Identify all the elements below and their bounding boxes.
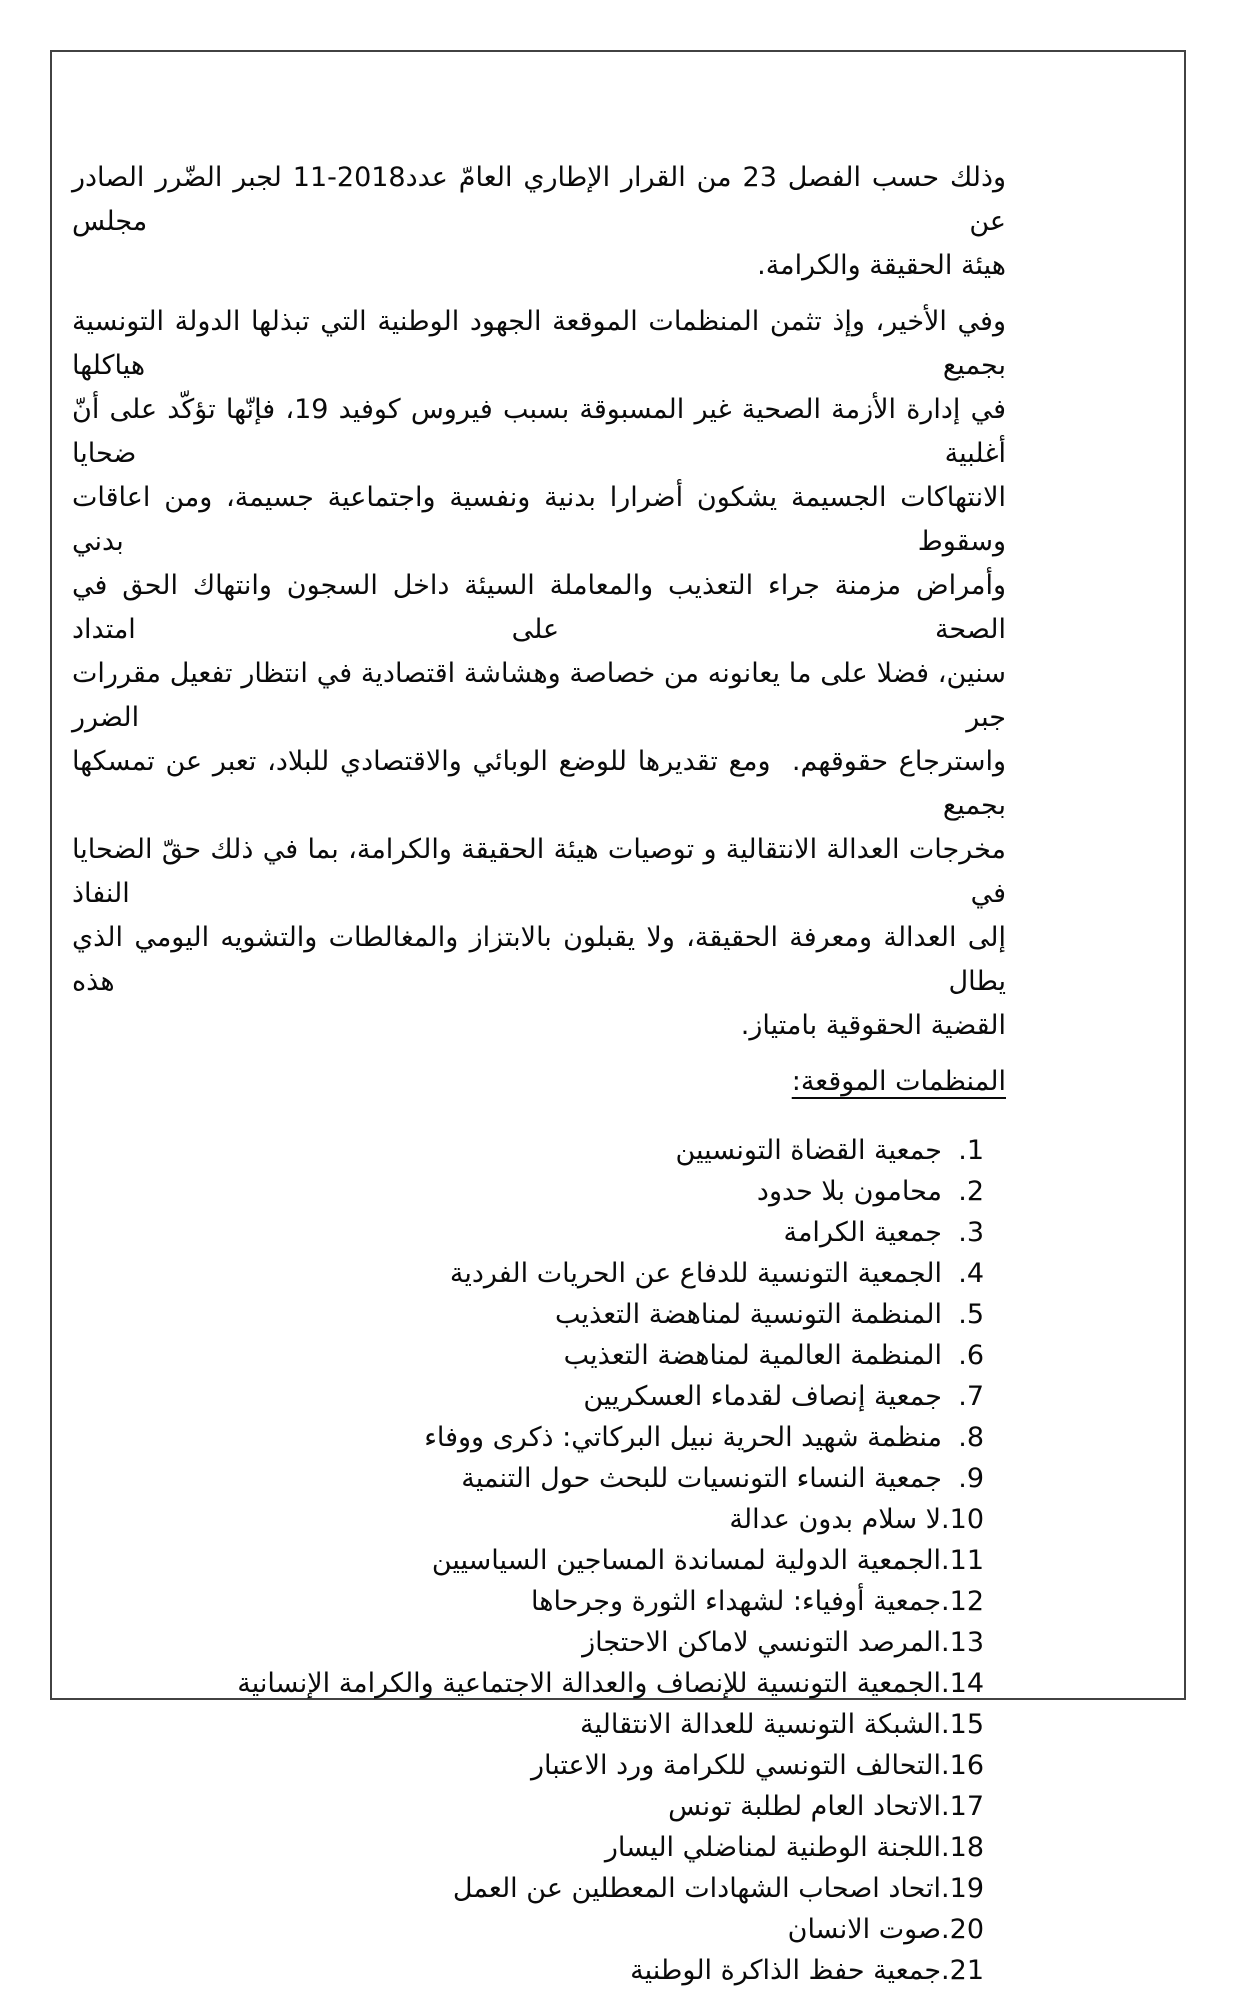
document-content: [72, 156, 1006, 1991]
list-item-number: 18.: [941, 1832, 984, 1863]
list-item: [72, 1540, 984, 1581]
organization-name: المرصد التونسي لاماكن الاحتجاز: [582, 1627, 942, 1658]
organization-name: الاتحاد العام لطلبة تونس: [668, 1791, 942, 1822]
paragraph-line: وذلك حسب الفصل 23 من القرار الإطاري العامّ عدد2018-11 لجبر الضّرر الصادر عن مجلس: [72, 162, 1007, 237]
list-item: [72, 1335, 984, 1376]
organization-name: جمعية حفظ الذاكرة الوطنية: [630, 1955, 942, 1986]
list-item: [72, 1704, 984, 1745]
organization-name: جمعية إنصاف لقدماء العسكريين: [583, 1381, 942, 1412]
list-item-number: 15.: [941, 1709, 984, 1740]
list-item-number: 7.: [958, 1381, 984, 1412]
list-item: [72, 1499, 984, 1540]
list-item-number: 19.: [941, 1873, 984, 1904]
list-item-number: 3.: [958, 1217, 984, 1248]
organization-name: جمعية أوفياء: لشهداء الثورة وجرحاها: [531, 1586, 942, 1617]
paragraph-line: القضية الحقوقية بامتياز.: [740, 1010, 1006, 1041]
paragraph-line: إلى العدالة ومعرفة الحقيقة، ولا يقبلون بالابتزاز والمغالطات والتشويه اليومي الذي يطال هذه: [72, 922, 1006, 997]
paragraph-line: في إدارة الأزمة الصحية غير المسبوقة بسبب فيروس كوفيد 19، فإنّها تؤكّد على أنّ أغلبية ضحايا: [72, 394, 1006, 469]
list-item: [72, 1827, 984, 1868]
list-item-number: 11.: [941, 1545, 984, 1576]
paragraph-line: سنين، فضلا على ما يعانونه من خصاصة وهشاشة اقتصادية في انتظار تفعيل مقررات جبر الضرر: [72, 658, 1006, 733]
list-item: [72, 1376, 984, 1417]
list-item: [72, 1745, 984, 1786]
paragraph-line: هيئة الحقيقة والكرامة.: [757, 250, 1006, 281]
paragraph-decree-reference: [72, 156, 1006, 288]
list-item: [72, 1950, 984, 1991]
organization-name: جمعية النساء التونسيات للبحث حول التنمية: [461, 1463, 942, 1494]
list-item: [72, 1294, 984, 1335]
document-page-border: [50, 50, 1186, 1986]
paragraph-line: مخرجات العدالة الانتقالية و توصيات هيئة الحقيقة والكرامة، بما في ذلك حقّ الضحايا في النفاذ: [72, 834, 1006, 909]
list-item-number: 16.: [941, 1750, 984, 1781]
list-item: [72, 1171, 984, 1212]
list-item-number: 1.: [958, 1135, 984, 1166]
organization-name: لا سلام بدون عدالة: [729, 1504, 942, 1535]
list-item: [72, 1663, 984, 1704]
signatory-organizations-heading: المنظمات الموقعة:: [791, 1066, 1006, 1097]
signatory-organizations-list: [72, 1130, 984, 1991]
list-item-number: 21.: [941, 1955, 984, 1986]
list-item-number: 14.: [941, 1668, 984, 1699]
list-item-number: 4.: [958, 1258, 984, 1289]
list-item-number: 5.: [958, 1299, 984, 1330]
list-item: [72, 1868, 984, 1909]
organization-name: محامون بلا حدود: [756, 1176, 942, 1207]
list-item: [72, 1253, 984, 1294]
organization-name: اتحاد اصحاب الشهادات المعطلين عن العمل: [452, 1873, 942, 1904]
organization-name: المنظمة التونسية لمناهضة التعذيب: [555, 1299, 942, 1330]
list-item: [72, 1622, 984, 1663]
organization-name: جمعية القضاة التونسيين: [675, 1135, 942, 1166]
organization-name: الجمعية التونسية للإنصاف والعدالة الاجتماعية والكرامة الإنسانية: [237, 1668, 942, 1699]
organization-name: صوت الانسان: [787, 1914, 942, 1945]
list-item: [72, 1130, 984, 1171]
paragraph-line: الانتهاكات الجسيمة يشكون أضرارا بدنية ونفسية واجتماعية جسيمة، ومن اعاقات وسقوط بدني: [72, 482, 1006, 557]
paragraph-closing-statement: [72, 300, 1006, 1048]
list-item-number: 12.: [941, 1586, 984, 1617]
paragraph-line: وأمراض مزمنة جراء التعذيب والمعاملة السيئة داخل السجون وانتهاك الحق في الصحة على امتداد: [72, 570, 1006, 645]
list-item-number: 17.: [941, 1791, 984, 1822]
list-item: [72, 1417, 984, 1458]
list-item-number: 13.: [941, 1627, 984, 1658]
organization-name: منظمة شهيد الحرية نبيل البركاتي: ذكرى ووفاء: [424, 1422, 942, 1453]
paragraph-line: وفي الأخير، وإذ تثمن المنظمات الموقعة الجهود الوطنية التي تبذلها الدولة التونسية بجميع هياكلها: [72, 306, 1006, 381]
organization-name: الجمعية التونسية للدفاع عن الحريات الفردية: [449, 1258, 942, 1289]
list-item-number: 9.: [958, 1463, 984, 1494]
list-item: [72, 1786, 984, 1827]
organization-name: الجمعية الدولية لمساندة المساجين السياسيين: [431, 1545, 942, 1576]
list-item-number: 10.: [941, 1504, 984, 1535]
list-item-number: 20.: [941, 1914, 984, 1945]
list-item: [72, 1909, 984, 1950]
list-item: [72, 1581, 984, 1622]
organization-name: الشبكة التونسية للعدالة الانتقالية: [580, 1709, 942, 1740]
organization-name: التحالف التونسي للكرامة ورد الاعتبار: [530, 1750, 942, 1781]
list-item-number: 8.: [958, 1422, 984, 1453]
organization-name: المنظمة العالمية لمناهضة التعذيب: [563, 1340, 942, 1371]
paragraph-line: واسترجاع حقوقهم. ومع تقديرها للوضع الوبائي والاقتصادي للبلاد، تعبر عن تمسكها بجميع: [72, 746, 1006, 821]
list-item: [72, 1458, 984, 1499]
organization-name: اللجنة الوطنية لمناضلي اليسار: [604, 1832, 942, 1863]
list-item: [72, 1212, 984, 1253]
organization-name: جمعية الكرامة: [783, 1217, 942, 1248]
list-item-number: 2.: [958, 1176, 984, 1207]
list-item-number: 6.: [958, 1340, 984, 1371]
